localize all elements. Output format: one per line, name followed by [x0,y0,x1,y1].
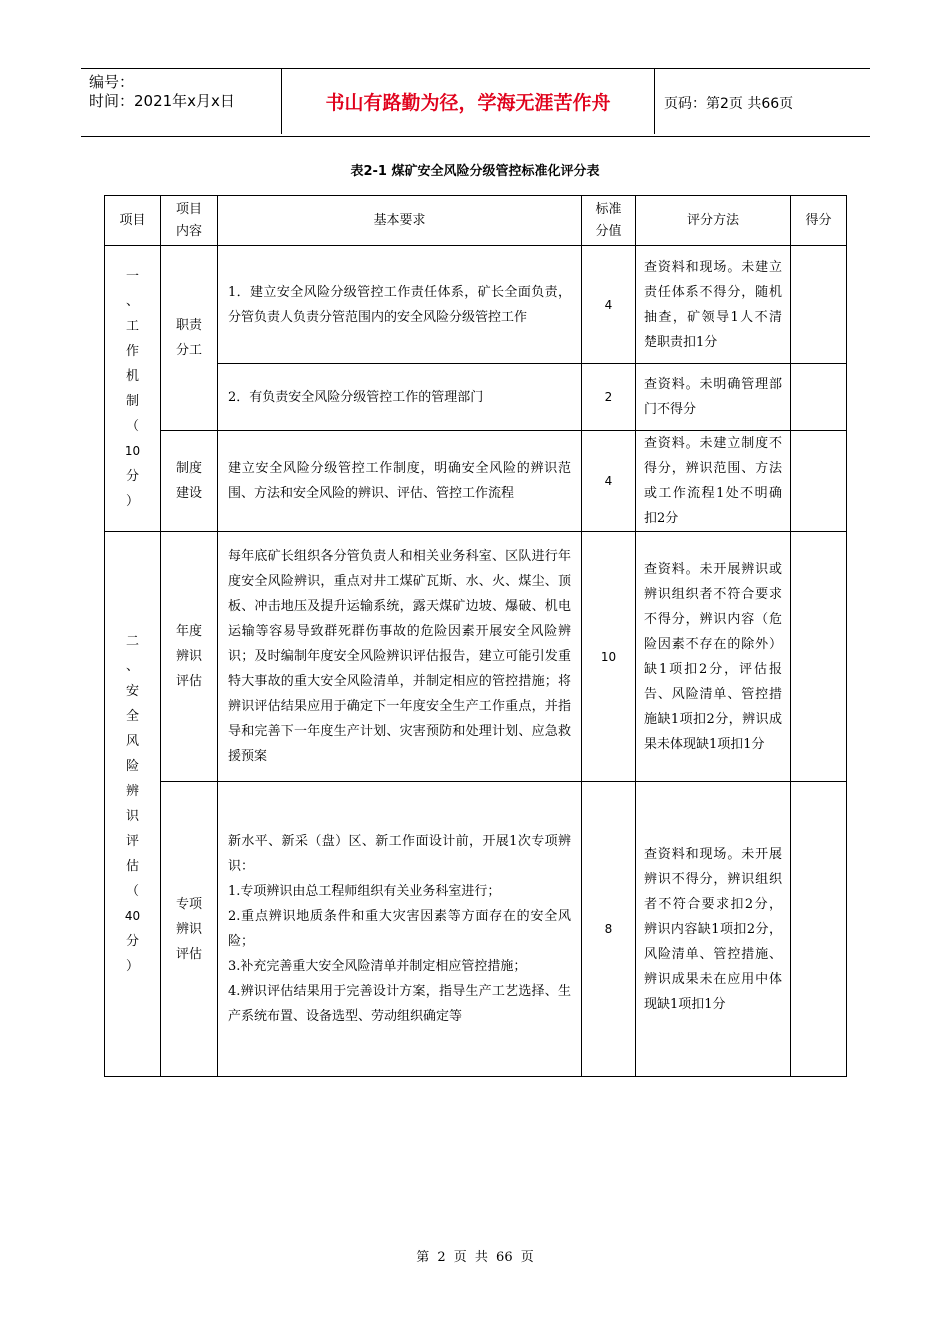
section-1-label: 一 、 工 作 机 制 （ 10 分 ） [105,246,161,532]
requirement-cell: 每年底矿长组织各分管负责人和相关业务科室、区队进行年度安全风险辨识，重点对井工煤矿瓦斯、水、火、煤尘、顶板、冲击地压及提升运输系统，露天煤矿边坡、爆破、机电运输等容易导致群死群伤事故的危险因素开展安全风险辨识；及时编制年度安全风险辨识评估报告，建立可能引发重特大事故的重大安全风险清单，并制定相应的管控措施；将辨识评估结果应用于确定下一年度安全生产工作重点，并指导和完善下一年度生产计划、灾害预防和处理计划、应急救援预案 [218,532,582,782]
method-cell: 查资料和现场。未开展辨识不得分，辨识组织者不符合要求扣2分，辨识内容缺1项扣2分，风险清单、管控措施、辨识成果未在应用中体现缺1项扣1分 [636,782,791,1077]
requirement-cell: 建立安全风险分级管控工作制度，明确安全风险的辨识范围、方法和安全风险的辨识、评估、管控工作流程 [218,431,582,532]
header-method: 评分方法 [636,196,791,246]
method-cell: 查资料。未明确管理部门不得分 [636,364,791,431]
header-page-info: 页码：第2页 共66页 [664,95,794,112]
requirement-cell: 2．有负责安全风险分级管控工作的管理部门 [218,364,582,431]
method-cell: 查资料和现场。未建立责任体系不得分，随机抽查，矿领导1人不清楚职责扣1分 [636,246,791,364]
header-content: 项目 内容 [161,196,218,246]
header-motto: 书山有路勤为径，学海无涯苦作舟 [281,69,655,134]
header-item: 项目 [105,196,161,246]
page-footer: 第 2 页 共 66 页 [416,1250,534,1265]
content-cell: 职责 分工 [161,246,218,431]
requirement-cell: 新水平、新采（盘）区、新工作面设计前，开展1次专项辨识： 1.专项辨识由总工程师组织有关业务科室进行； 2.重点辨识地质条件和重大灾害因素等方面存在的安全风险； 3.补充完善重大安全风险清单并制定相应管控措施； 4.辨识评估结果用于完善设计方案，指导生产工艺选择、生产系统布置、设备选型、劳动组织确定等 [218,782,582,1077]
standard-score: 4 [582,246,636,364]
method-cell: 查资料。未开展辨识或辨识组织者不符合要求不得分，辨识内容（危险因素不存在的除外）缺1项扣2分，评估报告、风险清单、管控措施缺1项扣2分，辨识成果未体现缺1项扣1分 [636,532,791,782]
table-row [105,431,847,532]
header-requirement: 基本要求 [218,196,582,246]
content-cell: 制度 建设 [161,431,218,532]
table-header-row [105,196,847,246]
page-header [81,68,870,137]
number-label: 编号： [89,73,135,91]
standard-score: 4 [582,431,636,532]
standard-score: 10 [582,532,636,782]
score-cell [791,246,847,364]
content-cell: 专项 辨识 评估 [161,782,218,1077]
method-cell: 查资料。未建立制度不得分，辨识范围、方法或工作流程1处不明确扣2分 [636,431,791,532]
standard-score: 2 [582,364,636,431]
content-cell: 年度 辨识 评估 [161,532,218,782]
table-row [105,532,847,782]
header-meta [81,69,281,136]
score-cell [791,431,847,532]
header-standard: 标准 分值 [582,196,636,246]
document-title: 表2-1 煤矿安全风险分级管控标准化评分表 [350,164,600,179]
table-row [105,246,847,364]
requirement-cell: 1．建立安全风险分级管控工作责任体系，矿长全面负责，分管负责人负责分管范围内的安全风险分级管控工作 [218,246,582,364]
scoring-table [104,195,847,1077]
score-cell [791,532,847,782]
table-row [105,782,847,1077]
header-score: 得分 [791,196,847,246]
score-cell [791,364,847,431]
time-label: 时间：2021年x月x日 [89,92,235,110]
score-cell [791,782,847,1077]
standard-score: 8 [582,782,636,1077]
section-2-label: 二 、 安 全 风 险 辨 识 评 估 （ 40 分 ） [105,532,161,1077]
